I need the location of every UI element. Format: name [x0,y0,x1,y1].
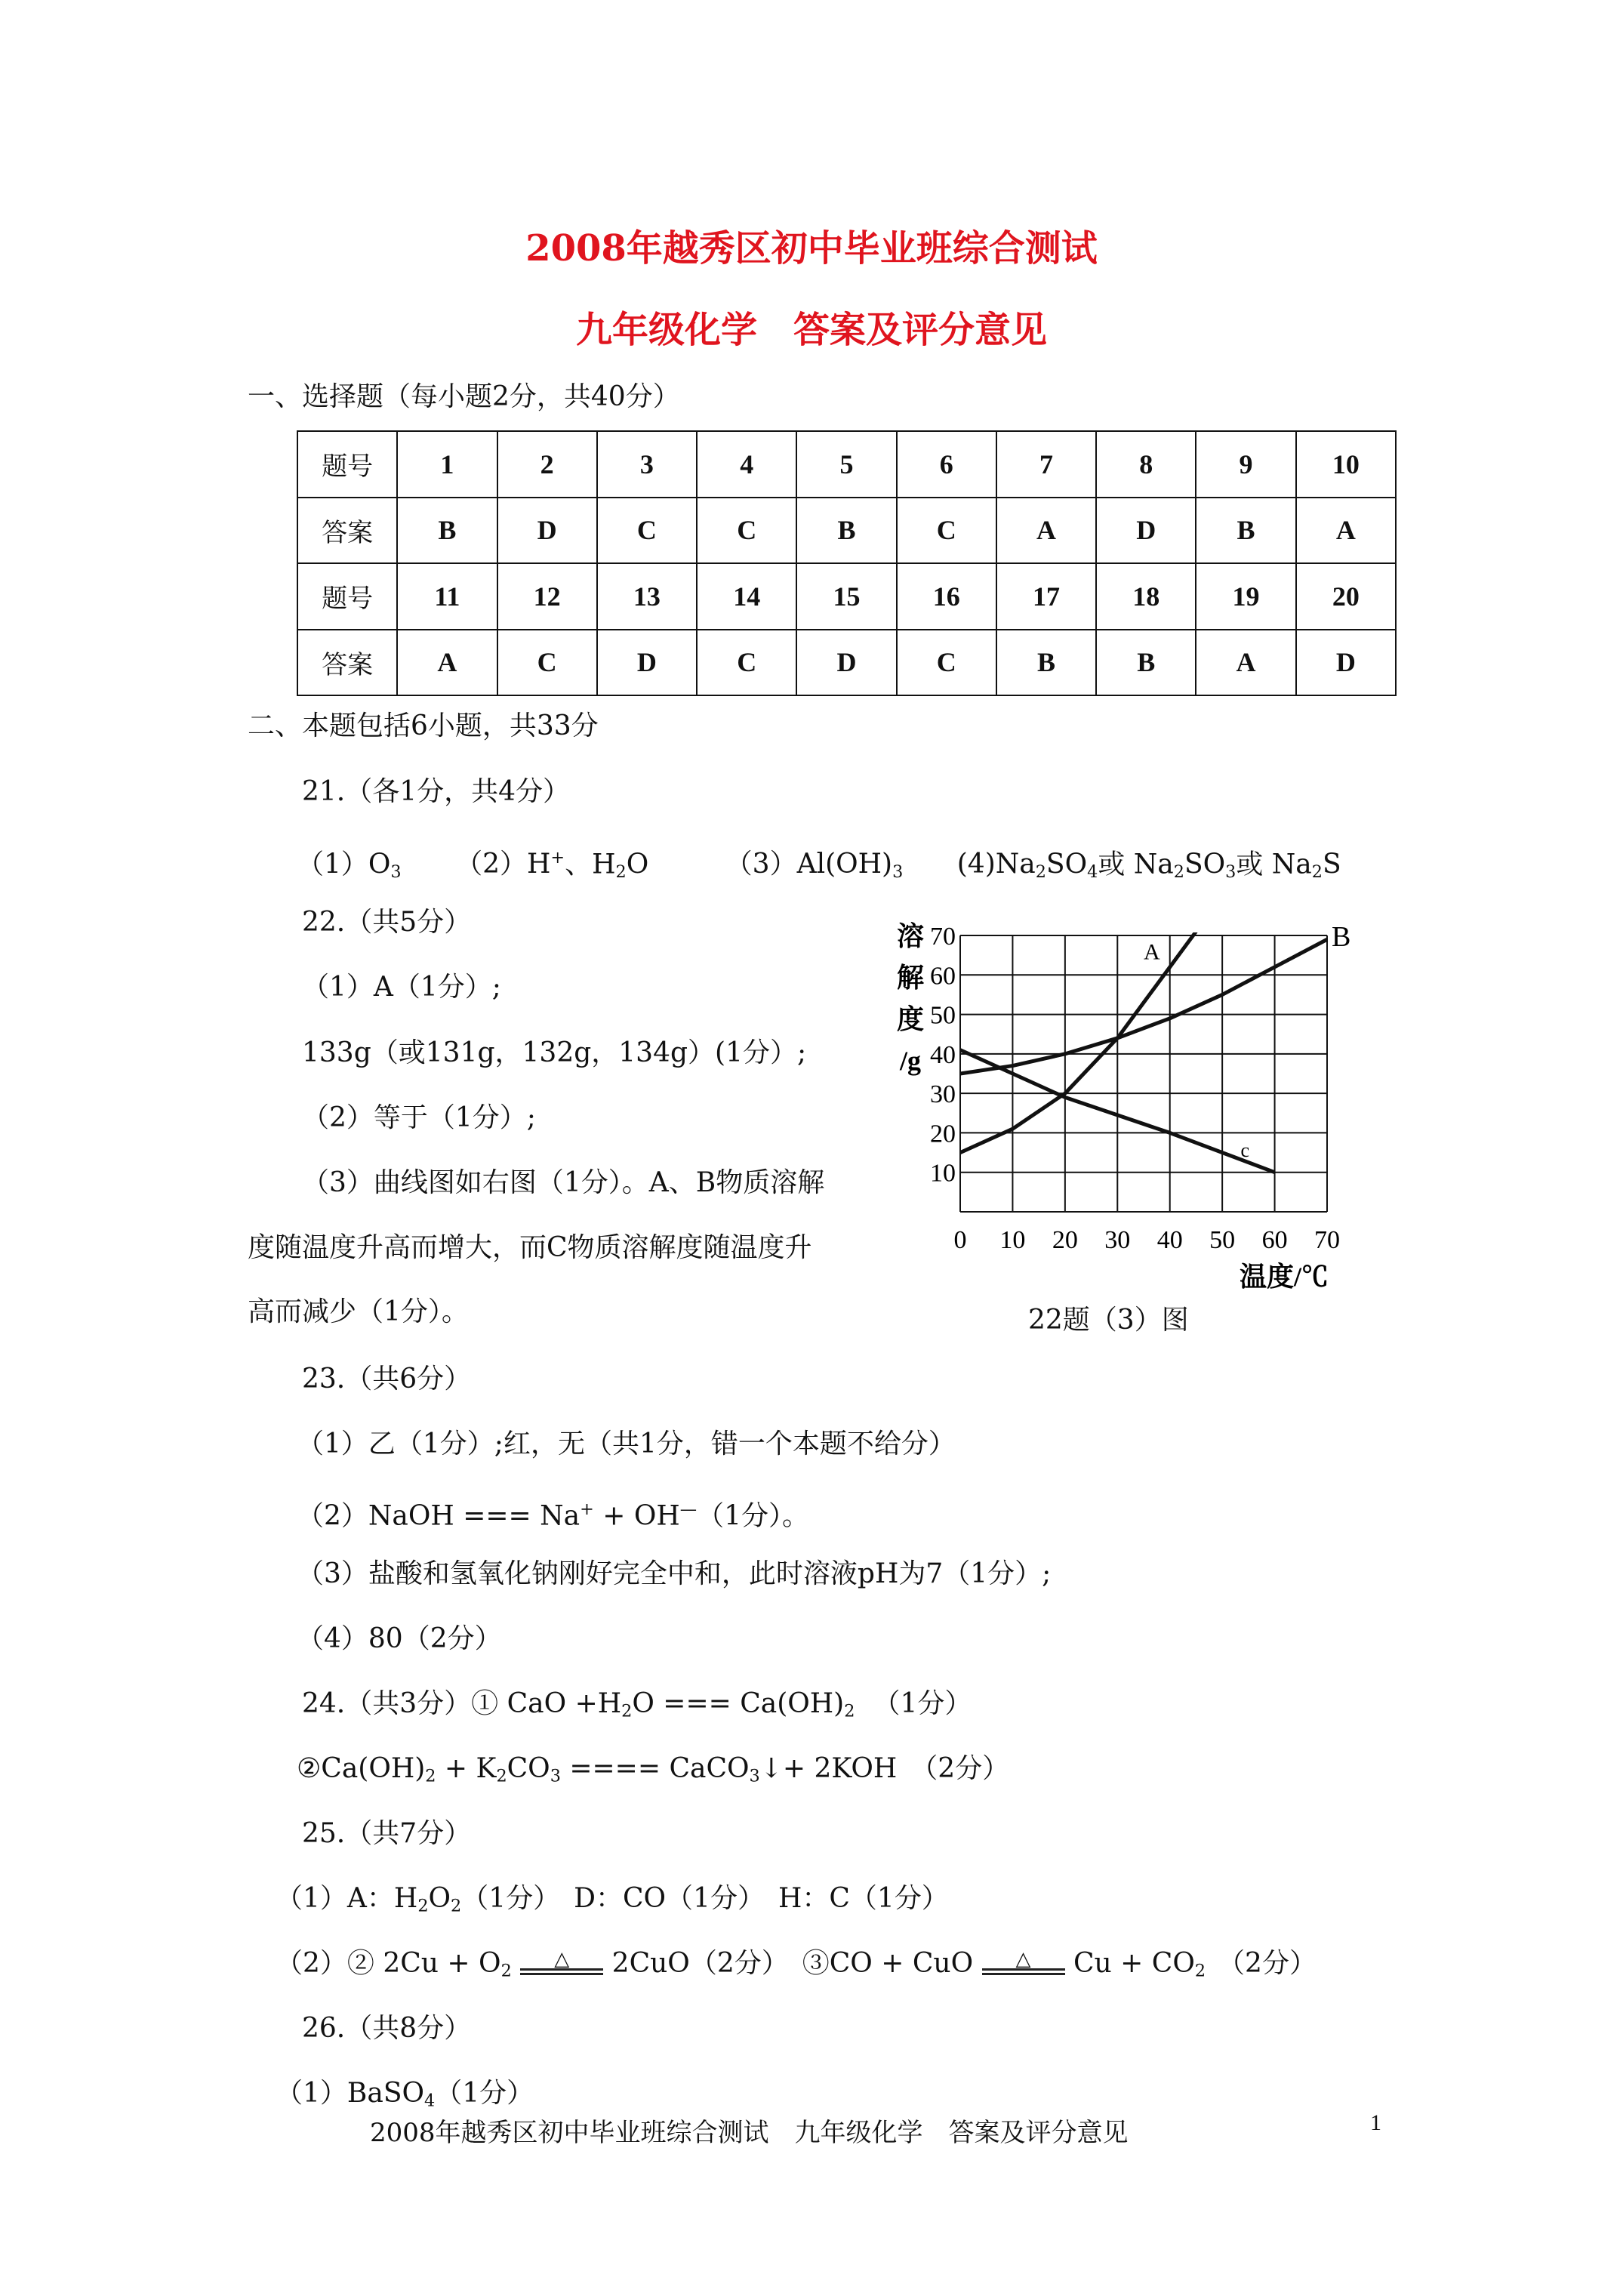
y-tick-label: 50 [930,1001,956,1030]
table-cell: 17 [996,563,1096,630]
q21-part3: （3）Al(OH) [725,849,893,880]
table-row [297,431,1396,498]
table-cell: 答案 [297,630,397,696]
table-cell: 题号 [297,563,397,630]
q25-part-b: O [428,1883,451,1914]
y-tick-label: 30 [930,1080,956,1109]
q24-eq2-d: ==== CaCO [560,1753,750,1784]
table-cell: B [1196,498,1295,564]
solubility-chart [876,891,1404,1314]
equals-bar [520,1973,603,1975]
q22-line3: （2）等于（1分）; [302,1102,536,1133]
subscript: 2 [1035,861,1046,882]
table-cell: D [1096,498,1196,564]
table-cell: 5 [796,431,896,498]
table-cell: D [597,630,697,696]
y-axis-label-part: 度 [896,1004,925,1034]
q23-line1: （1）乙（1分）;红，无（共1分，错一个本题不给分） [297,1428,956,1459]
document-subtitle: 九年级化学 答案及评分意见 [575,309,1047,351]
table-cell: C [897,630,996,696]
q21-part4-b: SO [1046,849,1088,880]
subscript: 2 [1311,861,1323,882]
q21-part4-c: 或 Na [1098,849,1174,880]
table-row [297,498,1396,564]
q22-line2: 133g（或131g，132g，134g）(1分）; [302,1037,807,1068]
table-cell: 10 [1296,431,1396,498]
x-tick-label: 70 [1314,1226,1340,1254]
table-cell: 14 [697,563,796,630]
subscript: 2 [451,1896,462,1916]
series-line-a [960,932,1196,1153]
table-cell: 15 [796,563,896,630]
q24-eq2-e: ↓+ 2KOH （2分） [759,1753,1010,1784]
q23-line2 [297,1493,809,1533]
table-cell: 6 [897,431,996,498]
table-cell: 7 [996,431,1096,498]
q22-line5: 度随温度升高而增大，而C物质溶解度随温度升 [248,1232,812,1263]
section2-heading: 二、本题包括6小题，共33分 [248,710,599,741]
q23-line4: （4）80（2分） [297,1623,502,1654]
q21-part2-mid: 、H [565,849,616,880]
subscript: 2 [496,1766,507,1786]
x-tick-label: 50 [1209,1226,1236,1254]
series-label-a: A [1144,939,1160,965]
heating-equals-sign [520,1950,603,1980]
table-cell: 18 [1096,563,1196,630]
q24-eq1-c: （1分） [873,1688,972,1719]
table-cell: 4 [697,431,796,498]
table-cell: 1 [397,431,497,498]
y-axis-label-part: 溶 [896,921,925,951]
x-tick-label: 20 [1052,1226,1078,1254]
chart-series [960,932,1327,1173]
subscript: 2 [615,861,627,882]
section1-heading: 一、选择题（每小题2分，共40分） [248,381,680,412]
q25-part-c: （1分） D：CO（1分） H：C（1分） [461,1883,949,1914]
figure-caption: 22题（3）图 [1028,1305,1189,1336]
y-axis-label-part: /g [899,1046,922,1076]
y-tick-label: 10 [930,1159,956,1188]
q25-line1 [276,1882,949,1923]
q24-line2 [297,1752,1009,1793]
subscript: 3 [390,861,402,882]
subscript: 2 [844,1701,855,1721]
table-cell: 答案 [297,498,397,564]
q25-eq2-d: （2分） [1218,1948,1317,1979]
q25-eq2-c: Cu + CO [1073,1948,1195,1979]
q22-line4: （3）曲线图如右图（1分）。A、B物质溶解 [302,1167,825,1198]
x-tick-label: 0 [953,1226,967,1254]
q23-heading: 23.（共6分） [302,1364,472,1395]
q22-heading: 22.（共5分） [302,907,472,938]
table-cell: C [897,498,996,564]
table-cell: C [497,630,597,696]
chart-ticks [930,923,1340,1254]
table-cell: D [497,498,597,564]
q21-answers [297,841,1341,889]
y-tick-label: 40 [930,1040,956,1069]
series-label-b: B [1332,921,1351,953]
table-cell: 19 [1196,563,1295,630]
q21-part4-d: SO [1184,849,1226,880]
heating-equals-sign [982,1950,1065,1980]
q25-line2 [276,1947,1317,1988]
x-axis-label: 温度/℃ [1239,1262,1329,1292]
table-cell: 12 [497,563,597,630]
table-cell: D [1296,630,1396,696]
q21-part4-e: 或 Na [1236,849,1312,880]
superscript: + [580,1499,594,1519]
table-row [297,630,1396,696]
q23-eq-b: + OH [593,1500,680,1532]
q24-eq2-b: + K [436,1753,497,1784]
table-cell: 题号 [297,431,397,498]
q25-heading: 25.（共7分） [302,1818,472,1849]
table-cell: C [697,498,796,564]
table-cell: B [796,498,896,564]
equals-bar [982,1973,1065,1975]
table-cell: A [397,630,497,696]
answer-table [297,430,1397,696]
q21-part2: （2）H [455,849,551,880]
q25-part-a: （1）A：H [276,1883,418,1914]
q24-eq1-b: O === Ca(OH) [632,1688,845,1719]
table-cell: A [1196,630,1295,696]
subscript: 3 [749,1766,760,1786]
page-number: 1 [1370,2110,1381,2135]
table-cell: 16 [897,563,996,630]
table-cell: D [796,630,896,696]
x-tick-label: 30 [1104,1226,1131,1254]
table-cell: A [996,498,1096,564]
table-cell: 9 [1196,431,1295,498]
subscript: 4 [424,2091,436,2111]
x-tick-label: 10 [999,1226,1026,1254]
subscript: 2 [417,1896,429,1916]
table-cell: 8 [1096,431,1196,498]
table-cell: 3 [597,431,697,498]
heat-triangle-icon: △ [1015,1948,1031,1971]
q26-part-a: （1）BaSO [276,2078,424,2109]
x-tick-label: 60 [1261,1226,1288,1254]
subscript: 3 [892,861,904,882]
q23-line3: （3）盐酸和氢氧化钠刚好完全中和，此时溶液pH为7（1分）; [297,1558,1052,1589]
subscript: 3 [550,1766,561,1786]
q24-eq1-a: 24.（共3分）① CaO +H [302,1688,622,1719]
subscript: 2 [500,1961,512,1981]
table-cell: 2 [497,431,597,498]
y-tick-label: 70 [930,923,956,951]
subscript: 2 [1194,1961,1206,1981]
heat-triangle-icon: △ [554,1948,570,1971]
table-cell: B [397,498,497,564]
q24-eq2-a: ②Ca(OH) [297,1753,426,1784]
table-cell: 20 [1296,563,1396,630]
table-cell: 11 [397,563,497,630]
subscript: 2 [425,1766,436,1786]
page-footer: 2008年越秀区初中毕业班综合测试 九年级化学 答案及评分意见 [370,2118,1129,2148]
q23-eq-a: （2）NaOH === Na [297,1500,581,1532]
q22-line6: 高而减少（1分）。 [248,1296,469,1327]
y-tick-label: 60 [930,962,956,991]
series-label-c: c [1240,1139,1249,1161]
equals-bar [520,1968,603,1971]
table-cell: A [1296,498,1396,564]
table-cell: B [1096,630,1196,696]
document-title: 2008年越秀区初中毕业班综合测试 [525,227,1098,270]
subscript: 2 [621,1701,633,1721]
q24-line1 [302,1687,972,1728]
table-cell: 13 [597,563,697,630]
table-row [297,563,1396,630]
y-axis-label-part: 解 [896,963,925,993]
superscript: — [679,1499,698,1519]
y-tick-label: 20 [930,1120,956,1148]
q26-part-b: （1分） [435,2078,534,2109]
q21-part2-end: O [626,849,649,880]
q25-eq2-a: （2）② 2Cu + O [276,1948,501,1979]
superscript: + [550,848,565,868]
subscript: 3 [1225,861,1236,882]
table-cell: B [996,630,1096,696]
subscript: 4 [1087,861,1098,882]
q24-eq2-c: CO [507,1753,550,1784]
table-cell: C [697,630,796,696]
q22-line1: （1）A（1分）; [302,972,501,1003]
q25-eq2-b: 2CuO（2分） ③CO + CuO [611,1948,974,1979]
table-cell: C [597,498,697,564]
subscript: 2 [1173,861,1184,882]
q21-part4: (4)Na [956,849,1036,880]
q26-heading: 26.（共8分） [302,2013,472,2044]
q21-part1: （1）O [297,849,391,880]
q21-heading: 21.（各1分，共4分） [302,776,571,807]
equals-bar [982,1968,1065,1971]
x-tick-label: 40 [1156,1226,1183,1254]
q21-part4-f: S [1322,849,1341,880]
q23-eq-c: （1分）。 [697,1500,810,1532]
